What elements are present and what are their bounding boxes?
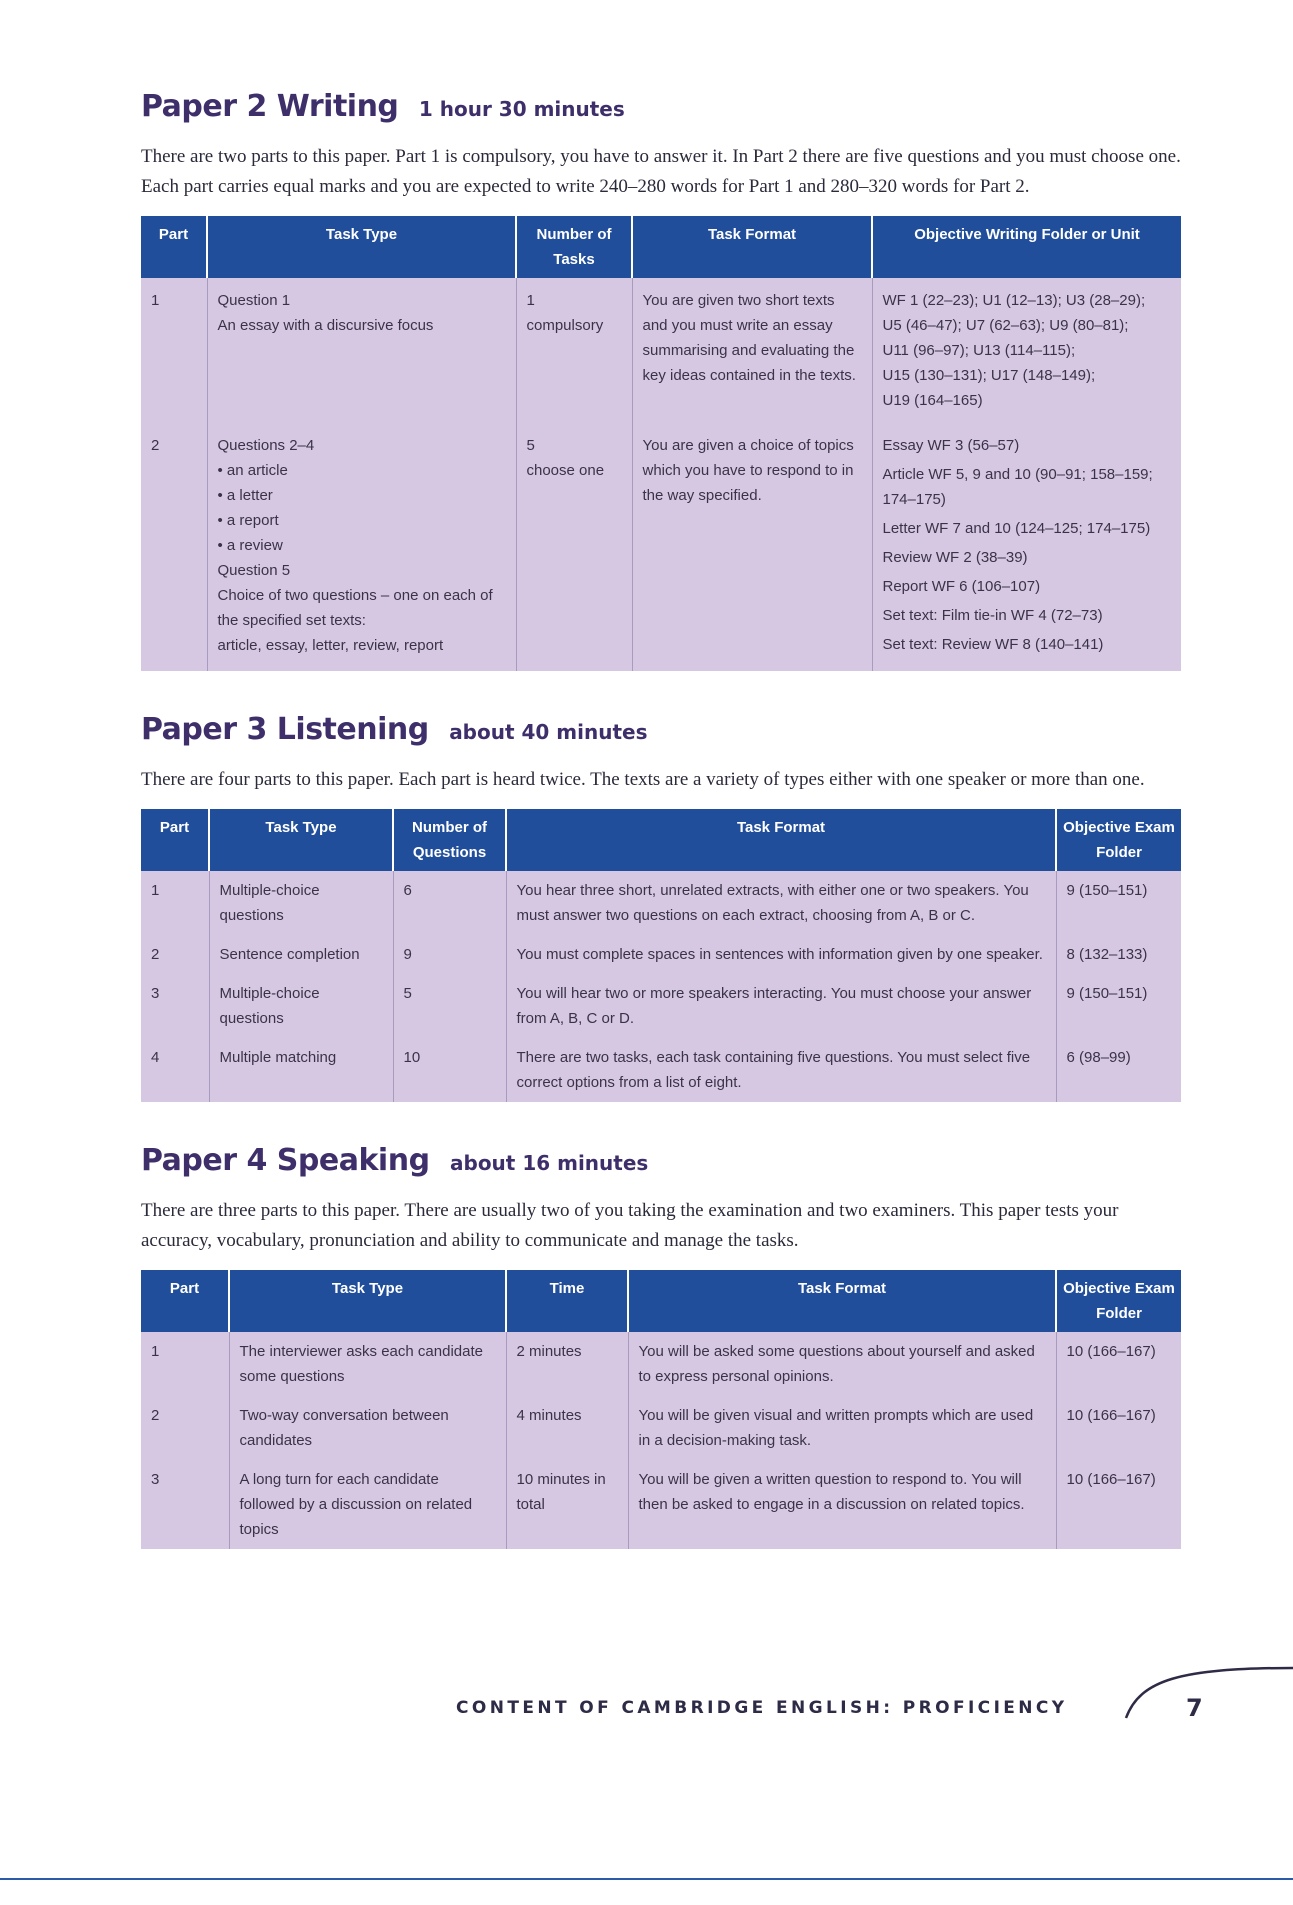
paper3-duration: about 40 minutes (449, 720, 648, 744)
folder-cell: 8 (132–133) (1056, 935, 1181, 974)
task-type-line: Questions 2–4 (217, 437, 315, 454)
folder-cell: 9 (150–151) (1056, 974, 1181, 1038)
paper4-intro: There are three parts to this paper. There are usually two of you taking the examination and two examiners. This paper tests your accuracy, vocabulary, pronunciation and ability to communicate and manage the tasks. (141, 1200, 1119, 1251)
table-row (141, 935, 1181, 974)
paper3-section (141, 711, 1181, 1102)
format-cell: You will be asked some questions about yourself and asked to express personal opinions. (628, 1332, 1056, 1396)
task-type-line: • an article (217, 462, 288, 479)
format-cell: You must complete spaces in sentences with information given by one speaker. (506, 935, 1056, 974)
column-header: Part (141, 1270, 229, 1332)
folder-line: Set text: Review WF 8 (140–141) (882, 636, 1104, 653)
task-type-cell: Multiple-choice questions (209, 871, 393, 935)
column-header: Task Format (632, 216, 872, 278)
running-title: CONTENT OF CAMBRIDGE ENGLISH: PROFICIENCY (456, 1698, 1068, 1718)
table-header-row (141, 809, 1181, 871)
task-type-line: • a letter (217, 487, 273, 504)
table-row (141, 278, 1181, 423)
number-cell: 9 (393, 935, 506, 974)
task-type-cell: Two-way conversation between candidates (229, 1396, 506, 1460)
folder-cell: 9 (150–151) (1056, 871, 1181, 935)
part-cell: 3 (141, 974, 209, 1038)
folder-line: WF 1 (22–23); U1 (12–13); U3 (28–29); (882, 292, 1146, 309)
column-header: Task Type (209, 809, 393, 871)
folder-cell (872, 423, 1181, 671)
table-row (141, 974, 1181, 1038)
paper2-duration: 1 hour 30 minutes (418, 97, 625, 121)
paper4-heading (141, 1142, 1181, 1182)
folder-line: U11 (96–97); U13 (114–115); (882, 342, 1076, 359)
number-cell (516, 278, 632, 423)
folder-cell: 10 (166–167) (1056, 1332, 1181, 1396)
task-type-cell: The interviewer asks each candidate some questions (229, 1332, 506, 1396)
paper2-section (141, 88, 1181, 671)
page-number: 7 (1186, 1694, 1203, 1722)
column-header: Task Format (506, 809, 1056, 871)
column-header: Objective Writing Folder or Unit (872, 216, 1181, 278)
column-header: Task Type (229, 1270, 506, 1332)
task-type-line: Question 1 (217, 292, 291, 309)
paper4-table (141, 1270, 1181, 1549)
folder-line: U15 (130–131); U17 (148–149); (882, 367, 1096, 384)
paper2-table (141, 216, 1181, 671)
folder-line: U19 (164–165) (882, 392, 983, 409)
paper3-intro: There are four parts to this paper. Each part is heard twice. The texts are a variety of types either with one speaker or more than one. (141, 769, 1145, 790)
task-type-line: • a report (217, 512, 279, 529)
time-cell: 10 minutes in total (506, 1460, 628, 1549)
number-cell (516, 423, 632, 671)
paper4-section (141, 1142, 1181, 1549)
column-header: Objective Exam Folder (1056, 809, 1181, 871)
format-cell: You hear three short, unrelated extracts, with either one or two speakers. You must answer two questions on each extract, choosing from A, B or C. (506, 871, 1056, 935)
number-line: 5 (526, 437, 535, 454)
format-cell: There are two tasks, each task containing five questions. You must select five correct options from a list of eight. (506, 1038, 1056, 1102)
task-type-cell: A long turn for each candidate followed by a discussion on related topics (229, 1460, 506, 1549)
folder-cell: 10 (166–167) (1056, 1460, 1181, 1549)
part-cell: 3 (141, 1460, 229, 1549)
folder-line: Article WF 5, 9 and 10 (90–91; 158–159; 174–175) (882, 466, 1153, 508)
table-row (141, 1038, 1181, 1102)
part-cell: 1 (141, 278, 207, 423)
format-cell: You will be given a written question to respond to. You will then be asked to engage in a discussion on related topics. (628, 1460, 1056, 1549)
part-cell: 4 (141, 1038, 209, 1102)
table-header-row (141, 216, 1181, 278)
number-cell: 6 (393, 871, 506, 935)
column-header: Time (506, 1270, 628, 1332)
column-header: Part (141, 216, 207, 278)
task-type-cell: Multiple matching (209, 1038, 393, 1102)
format-cell: You will hear two or more speakers interacting. You must choose your answer from A, B, C or D. (506, 974, 1056, 1038)
paper2-intro: There are two parts to this paper. Part 1 is compulsory, you have to answer it. In Part 2 there are five questions and you must choose one. Each part carries equal marks and you are expected to write 240–280 words for Part 1 and 280–320 words for Part 2. (141, 146, 1181, 197)
part-cell: 2 (141, 423, 207, 671)
folder-line: Review WF 2 (38–39) (882, 549, 1028, 566)
number-line: choose one (526, 462, 605, 479)
folder-line: Set text: Film tie-in WF 4 (72–73) (882, 607, 1103, 624)
table-row (141, 423, 1181, 671)
paper3-title: Paper 3 Listening (141, 712, 429, 747)
column-header: Objective Exam Folder (1056, 1270, 1181, 1332)
task-type-cell (207, 278, 516, 423)
number-cell: 5 (393, 974, 506, 1038)
column-header: Number of Tasks (516, 216, 632, 278)
paper4-duration: about 16 minutes (450, 1151, 649, 1175)
paper3-heading (141, 711, 1181, 751)
column-header: Task Type (207, 216, 516, 278)
format-cell: You are given two short texts and you must write an essay summarising and evaluating the key ideas contained in the texts. (632, 278, 872, 423)
number-cell: 10 (393, 1038, 506, 1102)
time-cell: 2 minutes (506, 1332, 628, 1396)
part-cell: 1 (141, 871, 209, 935)
table-header-row (141, 1270, 1181, 1332)
task-type-cell: Multiple-choice questions (209, 974, 393, 1038)
bottom-rule (0, 1878, 1293, 1880)
folder-cell: 10 (166–167) (1056, 1396, 1181, 1460)
page-corner-curve (1120, 1660, 1293, 1720)
task-type-line: Question 5 (217, 562, 291, 579)
time-cell: 4 minutes (506, 1396, 628, 1460)
folder-line: Essay WF 3 (56–57) (882, 437, 1020, 454)
folder-line: Letter WF 7 and 10 (124–125; 174–175) (882, 520, 1151, 537)
folder-cell (872, 278, 1181, 423)
table-row (141, 871, 1181, 935)
format-cell: You will be given visual and written prompts which are used in a decision-making task. (628, 1396, 1056, 1460)
task-type-cell (207, 423, 516, 671)
table-row (141, 1332, 1181, 1396)
task-type-line: An essay with a discursive focus (217, 317, 434, 334)
table-row (141, 1396, 1181, 1460)
part-cell: 2 (141, 935, 209, 974)
task-type-cell: Sentence completion (209, 935, 393, 974)
part-cell: 2 (141, 1396, 229, 1460)
folder-line: Report WF 6 (106–107) (882, 578, 1041, 595)
paper4-title: Paper 4 Speaking (141, 1143, 430, 1178)
column-header: Part (141, 809, 209, 871)
column-header: Task Format (628, 1270, 1056, 1332)
part-cell: 1 (141, 1332, 229, 1396)
task-type-line: • a review (217, 537, 283, 554)
number-line: 1 (526, 292, 535, 309)
paper3-table (141, 809, 1181, 1102)
column-header: Number of Questions (393, 809, 506, 871)
task-type-line: Choice of two questions – one on each of the specified set texts: (217, 587, 493, 629)
paper2-heading (141, 88, 1181, 128)
page (141, 88, 1181, 1567)
paper2-title: Paper 2 Writing (141, 89, 399, 124)
number-line: compulsory (526, 317, 604, 334)
task-type-line: article, essay, letter, review, report (217, 637, 444, 654)
folder-line: U5 (46–47); U7 (62–63); U9 (80–81); (882, 317, 1129, 334)
table-row (141, 1460, 1181, 1549)
format-cell: You are given a choice of topics which you have to respond to in the way specified. (632, 423, 872, 671)
folder-cell: 6 (98–99) (1056, 1038, 1181, 1102)
